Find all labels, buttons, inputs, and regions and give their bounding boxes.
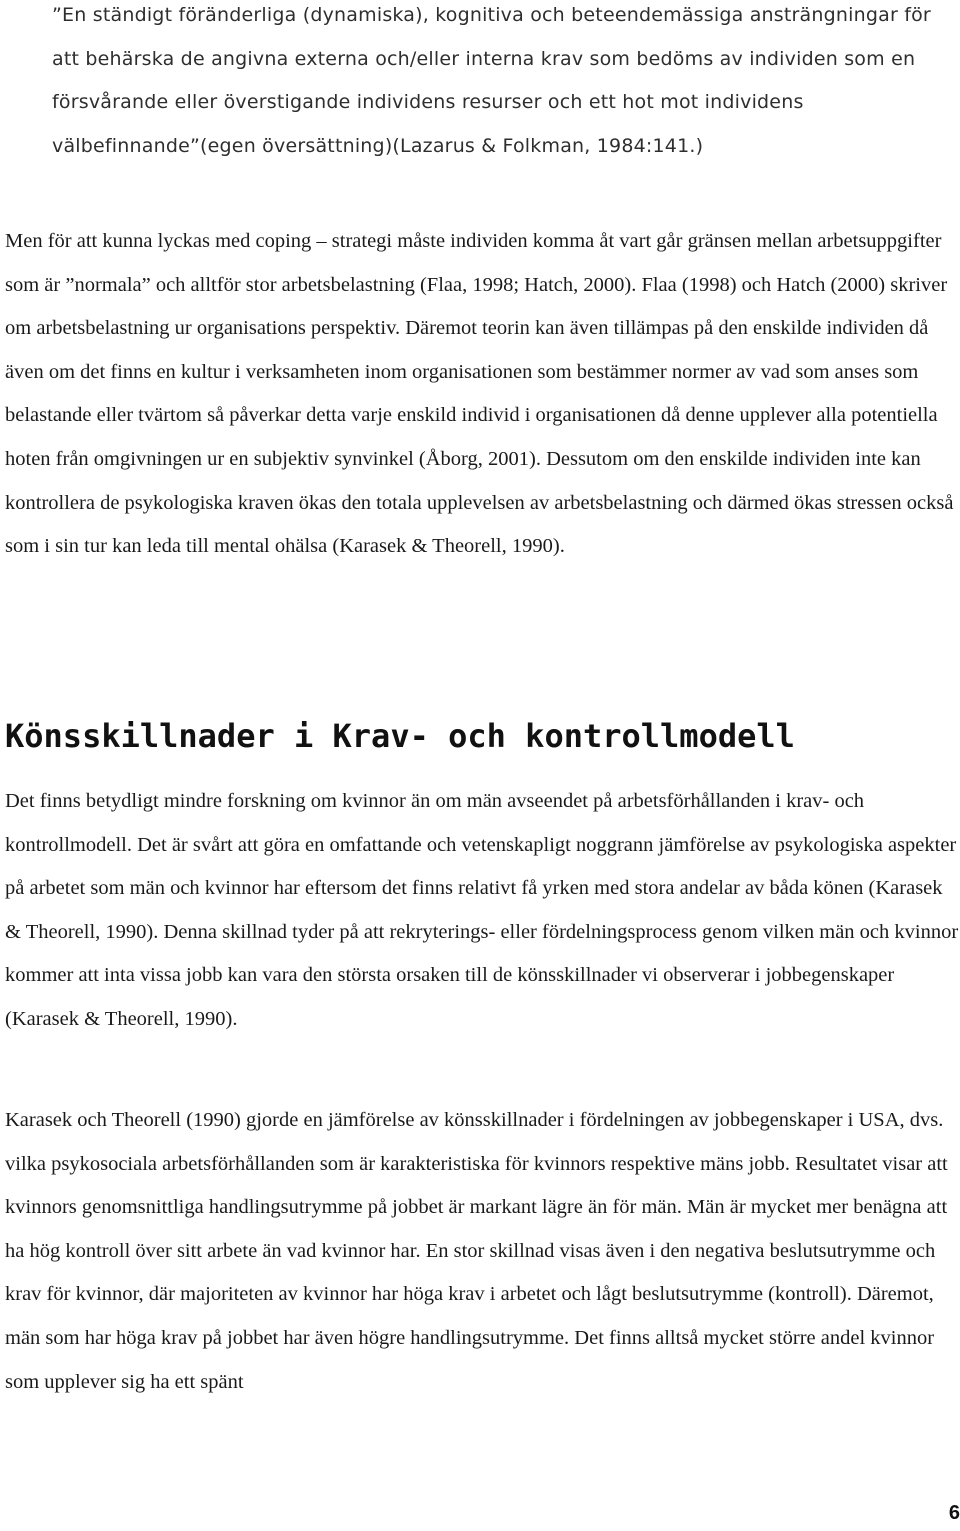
body-paragraph-research: Det finns betydligt mindre forskning om kvinnor än om män avseendet på arbetsförhållanden i krav- och kontrollmodell. Det är svårt att göra en omfattande och vetenskapligt noggrann jämförelse av psykologiska aspekter på arbetet som män och kvinnor har eftersom det finns relativt få yrken med stora andelar av båda könen (Karasek & Theorell, 1990). Denna skillnad tyder på att rekryterings- eller fördelningsprocess genom vilken män och kvinnor kommer att inta vissa jobb kan vara den största orsaken till de könsskillnader vi observerar i jobbegenskaper (Karasek & Theorell, 1990). bbox=[5, 790, 959, 1030]
body-paragraph-coping: Men för att kunna lyckas med coping – strategi måste individen komma åt vart går gränsen mellan arbetsuppgifter som är ”normala” och alltför stor arbetsbelastning (Flaa, 1998; Hatch, 2000). Flaa (1998) och Hatch (2000) skriver om arbetsbelastning ur organisations perspektiv. Däremot teorin kan även tillämpas på den enskilde individen då även om det finns en kultur i verksamheten inom organisationen som bestämmer normer av vad som anses som belastande eller tvärtom så påverkar detta varje enskild individ i organisationen då denne upplever alla potentiella hoten från omgivningen ur en subjektiv synvinkel (Åborg, 2001). Dessutom om den enskilde individen inte kan kontrollera de psykologiska kraven ökas den totala upplevelsen av arbetsbelastning och därmed ökas stressen också som i sin tur kan leda till mental ohälsa (Karasek & Theorell, 1990). bbox=[5, 230, 954, 558]
page-number: 6 bbox=[948, 1502, 960, 1524]
block-quote: ”En ständigt föränderliga (dynamiska), kognitiva och beteendemässiga ansträngningar för att behärska de angivna externa och/eller interna krav som bedöms av individen som en försvårande eller överstigande individens resurser och ett hot mot individens välbefinnande”(egen översättning)(Lazarus & Folkman, 1984:141.) bbox=[52, 4, 931, 157]
section-heading: Könsskillnader i Krav- och kontrollmodell bbox=[5, 717, 795, 755]
body-paragraph-comparison: Karasek och Theorell (1990) gjorde en jämförelse av könsskillnader i fördelningen av jobbegenskaper i USA, dvs. vilka psykosociala arbetsförhållanden som är karakteristiska för kvinnors respektive mäns jobb. Resultatet visar att kvinnors genomsnittliga handlingsutrymme på jobbet är markant lägre än för män. Män är mycket mer benägna att ha hög kontroll över sitt arbete än vad kvinnor har. En stor skillnad visas även i den negativa beslutsutrymme och krav för kvinnor, där majoriteten av kvinnor har höga krav i arbetet och lågt beslutsutrymme (kontroll). Däremot, män som har höga krav på jobbet har även högre handlingsutrymme. Det finns alltså mycket större andel kvinnor som upplever sig ha ett spänt bbox=[5, 1109, 948, 1393]
